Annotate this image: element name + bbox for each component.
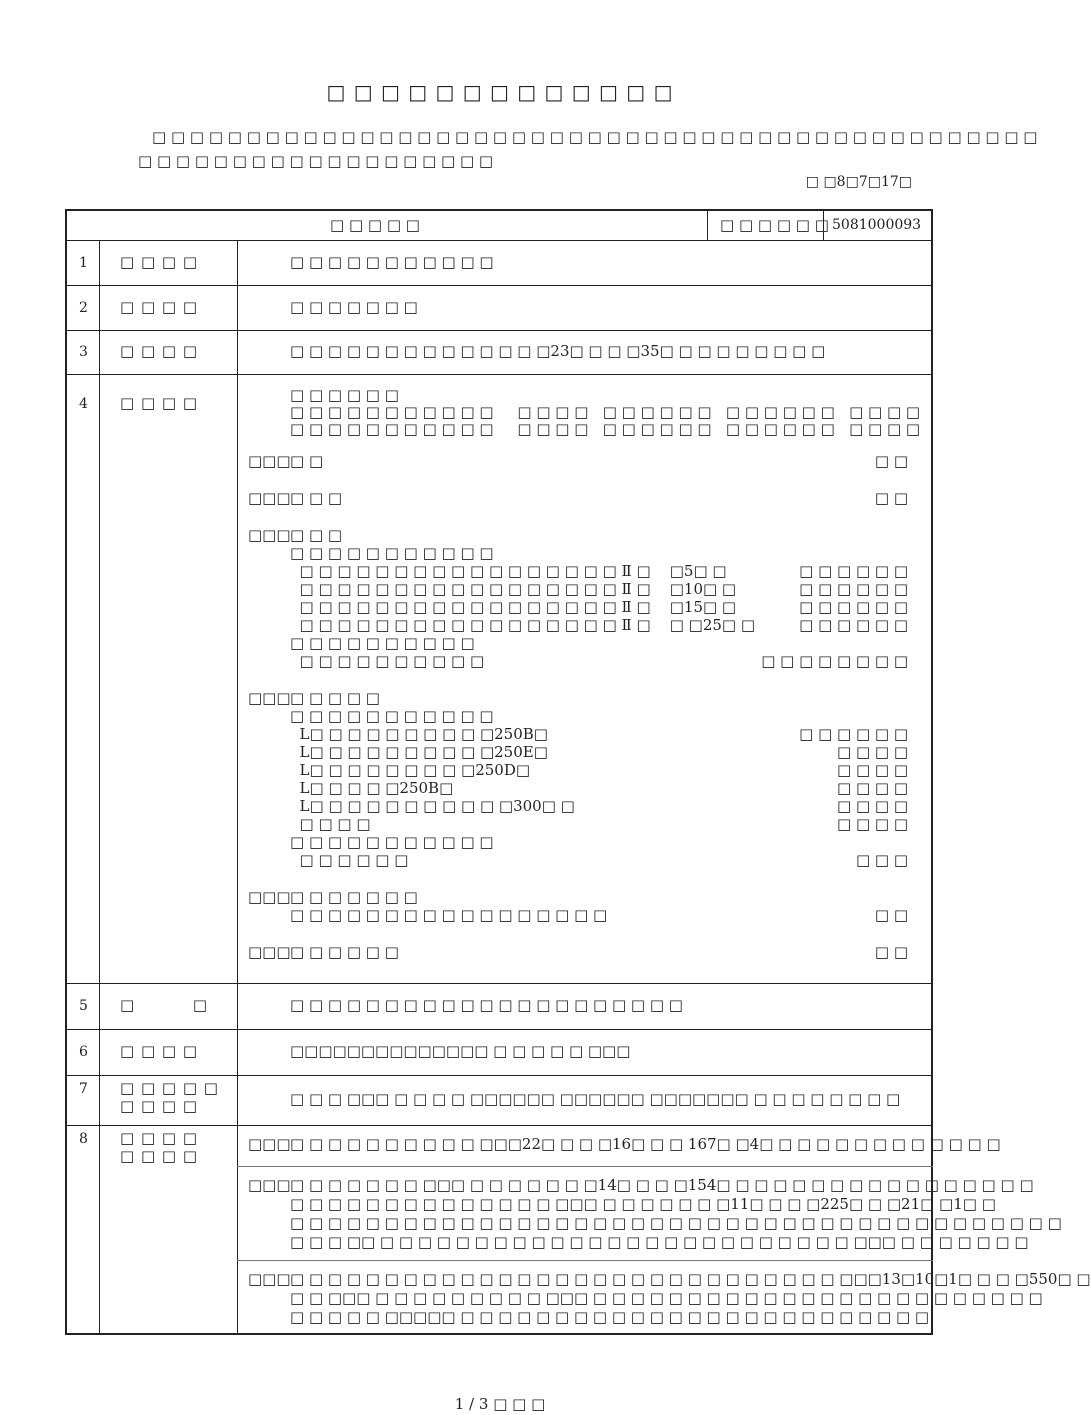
row-number: 1 [79,254,88,271]
service-line: □ □ □ □ □ □ [290,943,399,961]
service-line-right: □ □ [874,906,908,924]
table-rule [65,983,933,984]
history-mark: □□□ [248,1135,291,1153]
table-rule [65,330,933,331]
service-line: □ □ □ □ □ □ □ [290,888,418,906]
service-line: L□ □ □ □ □ □ □ □ □250D□ [290,761,531,779]
service-line-right: □ □ [874,452,908,470]
row-label: □ □ □ □ [120,342,198,360]
service-line: L□ □ □ □ □ □ □ □ □ □ □300□ □ [290,797,575,815]
table-rule [65,285,933,286]
service-line-right: □ □ [874,943,908,961]
row-label: □ □ □ □ □ [120,1079,219,1097]
service-line: □ □ □ □ □ □ □ □ □ □ □ □ □ □ □ □ □ Ⅱ □ □ □25□ □ [290,616,756,634]
service-line-right: □ □ □ □ [837,779,908,797]
history-line: □ □ □ □ □ □ □ □ □ □ □ □ □ □ □ □ □ □ □ □ □ □ □ □ □ □ □ □ □ □□□13□10□1□ □ □ □550□ □ [290,1270,1091,1288]
history-line: □ □ □ □ □ □ □ □□□ □ □ □ □ □ □ □14□ □ □ □154□ □ □ □ □ □ □ □ □ □ □ □ □ □ □ □ □ [290,1176,1034,1194]
service-line: □ □ □ □ □ □ □ □ □ □ □ [290,707,494,725]
service-line: □ □ □ [290,489,343,507]
service-line: □ □ □ □ □ □ □ □ □ □ [290,634,475,652]
row-number: 4 [79,396,88,412]
row-label: □ □ □ □ [120,252,198,271]
service-item-mark: □□□ [248,689,291,707]
service-line: L□ □ □ □ □250B□ [290,779,454,797]
row-value: □ □ □ □ □ □ □ □ □ □ □ □ □ □23□ □ □ □35□ □ □ □ □ □ □ □ □ [290,342,826,360]
service-item-mark: □□□ [248,452,291,470]
table-rule [65,240,933,241]
table-rule [65,1125,933,1126]
history-mark: □□□ [248,1176,291,1194]
document-title: □ □ □ □ □ □ □ □ □ □ □ □ □ [326,80,674,104]
row-value: □□□□□□□□□□□□□□ □ □ □ □ □ □□□ [290,1042,631,1060]
service-line-right: □ □ □ □ [837,797,908,815]
row-value: □ □ □ □ □ □ □ [290,297,418,316]
service-intro-line: □ □ □ □ □ □ □ □ □ □ □ □ □ □ □ □ □ □ □ □ □ □ □ □ □ □ □ □ □ □ □ [290,403,921,421]
row-label: □ □ □ □ [120,1129,198,1147]
history-line: □ □ □ □ □ □ □ □ □ □ □ □ □ □ □□□ □ □ □ □ □ □ □11□ □ □ □225□ □ □21□ □1□ □ [290,1195,996,1213]
table-rule [65,1075,933,1076]
row-label: □ □ □ □ [120,1147,198,1165]
header-title: □ □ □ □ □ [330,216,420,234]
service-line: L□ □ □ □ □ □ □ □ □ □250E□ [290,743,548,761]
service-line: □ □ □ □ □ □ □ □ □ □ □ □ □ □ □ □ □ Ⅱ □ □15□ □ [290,598,737,616]
service-line: □ □ □ □ [290,815,371,833]
row-label: □ □ □ □ [120,1097,198,1115]
row-label: □ □ □ □ [120,1042,198,1060]
table-rule [237,1260,933,1261]
service-line: □ □ □ □ □ □ □ □ □ □ □ □ □ □ □ □ □ Ⅱ □ □10□ □ [290,580,737,598]
table-rule [237,1166,933,1167]
history-line: □ □ □ □ □ □ □ □ □ □ □ □ □ □ □ □ □ □ □ □ □ □ □ □ □ □ □ □ □ □ □ □ □ □ □ □ □ □ □ □ □ [290,1214,1062,1232]
page-number: 1 / 3 □ □ □ [454,1395,546,1413]
service-line: L□ □ □ □ □ □ □ □ □ □250B□ [290,725,548,743]
row-value: □ □ □ □□□ □ □ □ □ □□□□□□ □□□□□□ □□□□□□□ □ □ □ □ □ □ □ □ [290,1090,901,1108]
row-number: 8 [79,1131,88,1147]
table-rule [65,374,933,375]
service-line-right: □ □ [874,489,908,507]
row-value: □ □ □ □ □ □ □ □ □ □ □ □ □ □ □ □ □ □ □ □ □ [290,996,683,1014]
header-code-value: 5081000093 [832,217,922,233]
history-line: □ □ □ □ □ □□□□□ □ □ □ □ □ □ □ □ □ □ □ □ □ □ □ □ □ □ □ □ □ □ □ □ □ [290,1308,930,1326]
table-rule [99,240,100,1335]
intro-line-1: □ □ □ □ □ □ □ □ □ □ □ □ □ □ □ □ □ □ □ □ □ □ □ □ □ □ □ □ □ □ □ □ □ □ □ □ □ □ □ □ □ □ □ □ □ □ □ [152,128,1038,146]
service-line-right: □ □ □ □ □ □ [799,616,908,634]
document-date: □ □8□7□17□ [805,174,912,190]
service-line: □ □ □ □ □ □ [290,851,409,869]
history-line: □ □ □ □□ □ □ □ □ □ □ □ □ □ □ □ □ □ □ □ □ □ □ □ □ □ □ □ □ □ □□□ □ □ □ □ □ □ □ [290,1233,1029,1251]
header-code-label: □ □ □ □ □ □ [720,216,829,234]
service-line: □ □ □ □ □ □ □ □ □ □ □ [290,544,494,562]
service-line: □ □ □ □ □ □ □ □ □ □ □ □ □ □ □ □ □ Ⅱ □ □5□ □ [290,562,727,580]
row-number: 3 [79,344,88,360]
service-line-right: □ □ □ □ □ □ [799,562,908,580]
service-line-right: □ □ □ □ [837,743,908,761]
row-label: □ □ □ □ [120,297,198,316]
service-item-mark: □□□ [248,489,291,507]
service-item-mark: □□□ [248,526,291,544]
service-line: □ □ [290,452,324,470]
service-line: □ □ □ [290,526,343,544]
row-value: □ □ □ □ □ □ □ □ □ □ □ [290,252,494,271]
row-number: 5 [79,998,88,1014]
history-line: □ □ □ □ □ □ □ □ □ □ □□□22□ □ □ □16□ □ □ 167□ □4□ □ □ □ □ □ □ □ □ □ □ □ □ [290,1135,1001,1153]
service-line-right: □ □ □ □ □ □ [799,580,908,598]
row-label: □ □ [120,996,209,1014]
service-line-right: □ □ □ □ □ □ [799,725,908,743]
row-number: 7 [79,1081,88,1097]
history-mark: □□□ [248,1270,291,1288]
table-rule [707,210,708,240]
table-rule [237,240,238,1335]
service-intro-line: □ □ □ □ □ □ [290,386,399,404]
service-line: □ □ □ □ □ □ □ □ □ □ □ □ □ □ □ □ □ [290,906,608,924]
history-line: □ □ □□□ □ □ □ □ □ □ □ □ □ □□□ □ □ □ □ □ □ □ □ □ □ □ □ □ □ □ □ □ □ □ □ □ □ □ □ [290,1289,1043,1307]
service-line: □ □ □ □ □ □ □ □ □ □ [290,652,485,670]
row-label: □ □ □ □ [120,394,198,412]
service-line-right: □ □ □ □ □ □ □ □ [761,652,908,670]
row-number: 2 [79,299,88,316]
service-intro-line: □ □ □ □ □ □ □ □ □ □ □ □ □ □ □ □ □ □ □ □ □ □ □ □ □ □ □ □ □ □ □ [290,420,921,438]
service-line: □ □ □ □ □ [290,689,380,707]
intro-line-2: □ □ □ □ □ □ □ □ □ □ □ □ □ □ □ □ □ □ □ [138,152,494,170]
service-item-mark: □□□ [248,888,291,906]
service-line-right: □ □ □ [855,851,908,869]
service-item-mark: □□□ [248,943,291,961]
service-line-right: □ □ □ □ [837,761,908,779]
service-line: □ □ □ □ □ □ □ □ □ □ □ [290,833,494,851]
service-line-right: □ □ □ □ [837,815,908,833]
table-rule [65,1029,933,1030]
row-number: 6 [79,1044,88,1060]
service-line-right: □ □ □ □ □ □ [799,598,908,616]
